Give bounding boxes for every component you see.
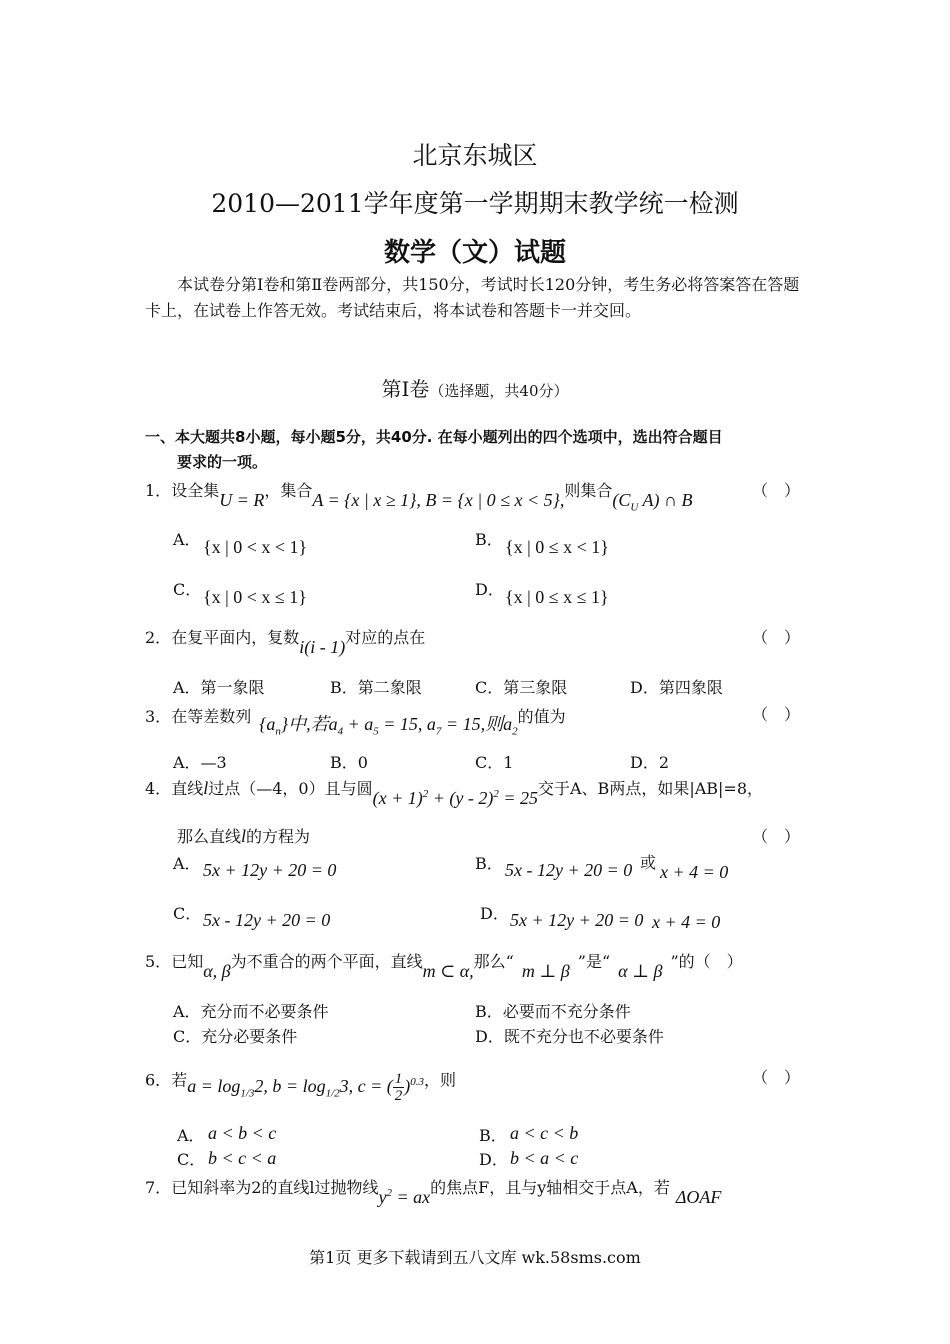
q3-option-d: D．2 [630, 753, 670, 772]
q2-option-a: A．第一象限 [173, 678, 265, 697]
q2-option-c: C．第三象限 [475, 678, 568, 697]
instruction-line-2: 要求的一项。 [177, 453, 268, 471]
q1-option-d: {x | 0 ≤ x ≤ 1} [505, 587, 609, 607]
q3-option-c: C．1 [475, 753, 514, 772]
question-6-stem: 6．若$a = \log_{1/3}2$, $b = \log_{1/2}3$, c = ( $\frac{1}{2}$ )$^{0.3}$，则 [145, 1070, 457, 1104]
q6-option-a-label: A． [177, 1126, 205, 1145]
q3-option-b: B．0 [330, 753, 368, 772]
question-4-line-2: 那么直线l的方程为 [177, 826, 311, 846]
question-1-stem: 1．设全集U = R，集合A = {x | x ≥ 1}, B = {x | 0 ≤ x < 5},则集合($C_U$ A) ∩ B [145, 481, 693, 514]
answer-bracket-3: （ ） [752, 705, 801, 724]
q4-option-c: 5x - 12y + 20 = 0 [203, 910, 331, 930]
q2-option-b: B．第二象限 [330, 678, 422, 697]
section-heading [0, 373, 950, 402]
section-note: （选择题，共40分） [429, 382, 569, 400]
q4-option-a-label: A． [173, 854, 201, 873]
q6-option-b-label: B． [479, 1126, 507, 1145]
q4-option-d-label: D． [480, 904, 509, 923]
q2-option-d: D．第四象限 [630, 678, 723, 697]
page-footer: 第1页 更多下载请到五八文库 wk.58sms.com [309, 1248, 641, 1267]
q6-option-c: b < c < a [208, 1148, 277, 1168]
q3-option-a: A．—3 [173, 753, 227, 772]
q6-option-d: b < a < c [510, 1148, 579, 1168]
q5-option-a: A．充分而不必要条件 [173, 1002, 329, 1021]
q1-option-c-label: C． [173, 580, 202, 599]
instruction-line-1: 一、本大题共8小题，每小题5分，共40分. 在每小题列出的四个选项中，选出符合题目 [145, 428, 723, 446]
q4-option-a: 5x + 12y + 20 = 0 [203, 860, 337, 880]
exam-title: 2010—2011学年度第一学期期末教学统一检测 [211, 189, 739, 218]
answer-bracket-6: （ ） [752, 1068, 801, 1087]
q1-option-b: {x | 0 ≤ x < 1} [505, 537, 609, 557]
q1-option-b-label: B． [475, 530, 503, 549]
question-5-stem: 5．已知α, β为不重合的两个平面，直线m ⊂ α,那么“ m ⊥ β ”是“ α ⊥ β ”的（ ） [145, 952, 743, 981]
q6-option-a: a < b < c [208, 1123, 277, 1143]
q6-option-b: a < c < b [510, 1123, 579, 1143]
answer-bracket-2: （ ） [752, 628, 801, 647]
q4-option-b-2: x + 4 = 0 [660, 862, 729, 882]
q4-option-d-2: x + 4 = 0 [652, 912, 721, 932]
section-title: 第Ⅰ卷 [381, 377, 430, 401]
question-2-stem: 2．在复平面内，复数i(i - 1)对应的点在 [145, 628, 426, 657]
q1-option-a-label: A． [173, 530, 201, 549]
question-3-stem: 3．在等差数列 $\{a_n\}$中,若$a_4 + a_5 = 15$, $a_7 = 15$,则$a_2$的值为 [145, 707, 566, 738]
q5-option-c: C．充分必要条件 [173, 1027, 298, 1046]
q4-option-b: 5x - 12y + 20 = 0 [505, 860, 633, 880]
q6-option-c-label: C． [177, 1150, 206, 1169]
q4-option-d: 5x + 12y + 20 = 0 [510, 910, 644, 930]
q5-option-d: D．既不充分也不必要条件 [475, 1027, 664, 1046]
question-7-stem: 7．已知斜率为2的直线l过抛物线$y^2$ = ax的焦点F，且与y轴相交于点A，若 ΔOAF [145, 1178, 722, 1207]
q1-option-a: {x | 0 < x < 1} [203, 537, 308, 557]
q4-option-b-or: 或 [640, 853, 657, 872]
answer-bracket-4: （ ） [752, 827, 801, 846]
q4-option-b-label: B． [475, 854, 503, 873]
q1-option-d-label: D． [475, 580, 504, 599]
intro-paragraph: 本试卷分第Ⅰ卷和第Ⅱ卷两部分，共150分，考试时长120分钟，考生务必将答案答在答题卡上，在试卷上作答无效。考试结束后，将本试卷和答题卡一并交回。 [145, 275, 800, 320]
question-4-stem: 4．直线l过点（—4，0）且与圆$(x + 1)^2 + (y - 2)^2 = 25$交于A、B两点，如果|AB|=8， [145, 778, 763, 808]
q5-option-b: B．必要而不充分条件 [475, 1002, 631, 1021]
q6-option-d-label: D． [479, 1150, 508, 1169]
answer-bracket-1: （ ） [752, 481, 801, 500]
q1-option-c: {x | 0 < x ≤ 1} [203, 587, 307, 607]
district-title: 北京东城区 [412, 141, 538, 170]
subject-title: 数学（文）试题 [383, 238, 566, 268]
q4-option-c-label: C． [173, 904, 202, 923]
